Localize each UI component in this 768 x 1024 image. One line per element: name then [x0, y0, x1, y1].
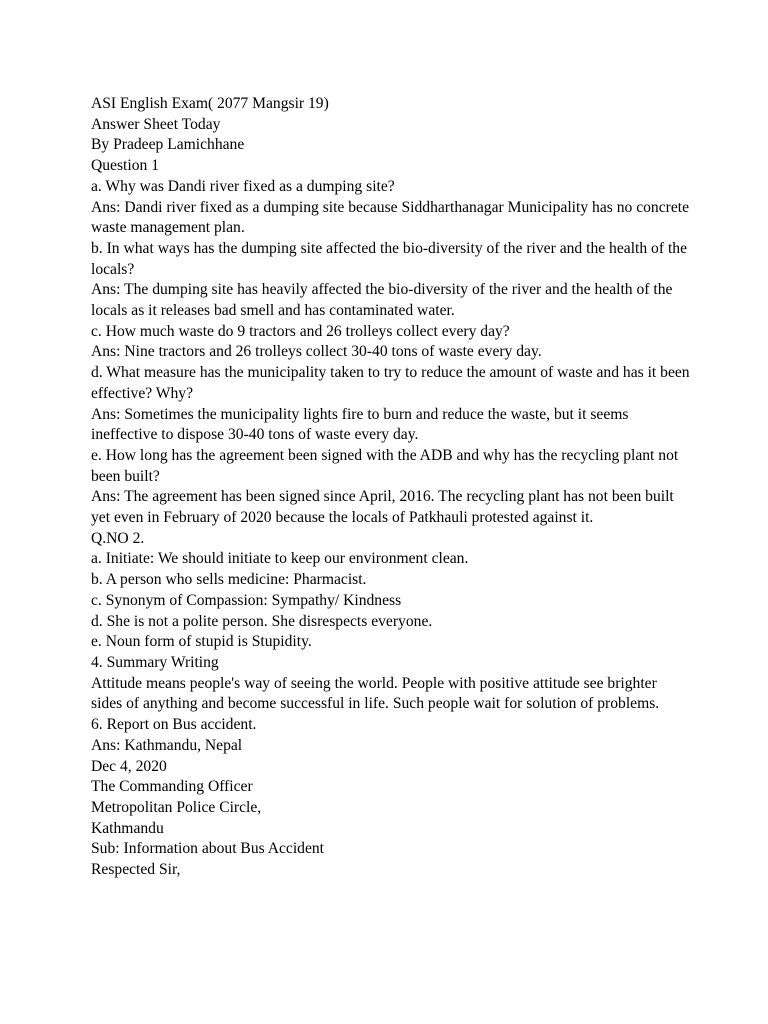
report-subject: Sub: Information about Bus Accident: [91, 840, 325, 858]
author-line: By Pradeep Lamichhane: [91, 136, 245, 154]
recipient-office: Metropolitan Police Circle,: [91, 798, 262, 816]
subtitle: Answer Sheet Today: [91, 115, 221, 133]
q2-answer-a: a. Initiate: We should initiate to keep our environment clean.: [91, 550, 469, 568]
question-c: c. How much waste do 9 tractors and 26 trolleys collect every day?: [91, 322, 510, 340]
answer-a: Ans: Dandi river fixed as a dumping site because Siddharthanagar Municipality has no concrete waste management plan.: [91, 198, 690, 237]
q2-answer-e: e. Noun form of stupid is Stupidity.: [91, 633, 312, 651]
question-b: b. In what ways has the dumping site affected the bio-diversity of the river and the health of the locals?: [91, 239, 687, 278]
answer-d: Ans: Sometimes the municipality lights fire to burn and reduce the waste, but it seems ineffective to dispose 30-40 tons of waste every day.: [91, 405, 629, 444]
recipient-title: The Commanding Officer: [91, 778, 253, 796]
salutation: Respected Sir,: [91, 861, 181, 879]
q2-answer-c: c. Synonym of Compassion: Sympathy/ Kindness: [91, 591, 402, 609]
recipient-city: Kathmandu: [91, 819, 164, 837]
answer-b: Ans: The dumping site has heavily affected the bio-diversity of the river and the health of the locals as it releases bad smell and has contaminated water.: [91, 281, 673, 320]
section-heading: 6. Report on Bus accident.: [91, 716, 257, 734]
section-heading: 4. Summary Writing: [91, 653, 219, 671]
document-body: [91, 94, 691, 881]
q2-answer-b: b. A person who sells medicine: Pharmacist.: [91, 571, 367, 589]
exam-title: ASI English Exam( 2077 Mangsir 19): [91, 95, 329, 112]
question-e: e. How long has the agreement been signed with the ADB and why has the recycling plant not been built?: [91, 446, 679, 485]
question-a: a. Why was Dandi river fixed as a dumping site?: [91, 177, 395, 195]
report-date: Dec 4, 2020: [91, 757, 167, 775]
answer-c: Ans: Nine tractors and 26 trolleys collect 30-40 tons of waste every day.: [91, 343, 542, 361]
question-heading: Q.NO 2.: [91, 529, 145, 547]
q2-answer-d: d. She is not a polite person. She disrespects everyone.: [91, 612, 433, 630]
answer-e: Ans: The agreement has been signed since April, 2016. The recycling plant has not been built yet even in February of 2020 because the locals of Patkhauli protested against it.: [91, 488, 674, 527]
question-d: d. What measure has the municipality taken to try to reduce the amount of waste and has it been effective? Why?: [91, 364, 690, 402]
question-heading: Question 1: [91, 157, 160, 175]
summary-paragraph: Attitude means people's way of seeing the world. People with positive attitude see brighter sides of anything and become successful in life. Such people wait for solution of problems.: [91, 674, 660, 713]
report-location: Ans: Kathmandu, Nepal: [91, 736, 243, 754]
